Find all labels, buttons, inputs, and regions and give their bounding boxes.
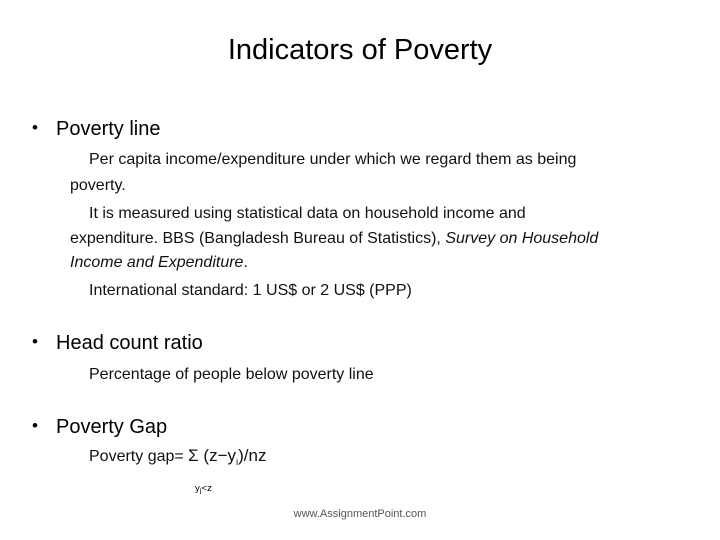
- subscript-note: [195, 483, 212, 496]
- bullet-head-count-ratio: [32, 332, 203, 355]
- text-line: It is measured using statistical data on household income and: [89, 205, 526, 222]
- slide-title: Indicators of Poverty: [227, 34, 493, 66]
- subscript-note-a: y: [195, 483, 200, 494]
- italic-fragment: Income and Expenditure: [70, 254, 244, 271]
- italic-fragment: Survey on Household: [445, 230, 599, 247]
- bullet-dot-icon: •: [32, 332, 38, 351]
- footer-url: www.AssignmentPoint.com: [293, 508, 427, 520]
- formula-subscript: i: [236, 457, 239, 469]
- bullet-poverty-line: [32, 118, 161, 141]
- bullet-heading: Poverty Gap: [56, 416, 168, 438]
- text-line: International standard: 1 US$ or 2 US$ (PPP): [89, 282, 412, 299]
- text-fragment: .: [243, 254, 248, 271]
- text-fragment: expenditure. BBS (Bangladesh Bureau of Statistics),: [70, 230, 446, 247]
- bullet-heading: Poverty line: [56, 118, 161, 140]
- bullet-dot-icon: •: [32, 416, 38, 435]
- text-line: poverty.: [70, 177, 126, 194]
- text-line: Percentage of people below poverty line: [89, 366, 374, 383]
- bullet-poverty-gap: [32, 416, 167, 439]
- text-line: Per capita income/expenditure under which we regard them as being: [89, 151, 577, 168]
- formula-prefix: Poverty gap=: [89, 448, 189, 465]
- sigma-symbol: Σ: [188, 446, 199, 465]
- text-line: [70, 230, 598, 248]
- formula-open: (z−y: [198, 446, 236, 465]
- formula-close: )/nz: [238, 446, 267, 465]
- text-line: [70, 254, 248, 272]
- bullet-dot-icon: •: [32, 118, 38, 137]
- bullet-heading: Head count ratio: [56, 332, 203, 354]
- formula-line: [89, 446, 266, 468]
- subscript-note-sub: i: [199, 486, 202, 496]
- subscript-note-b: <z: [201, 483, 212, 494]
